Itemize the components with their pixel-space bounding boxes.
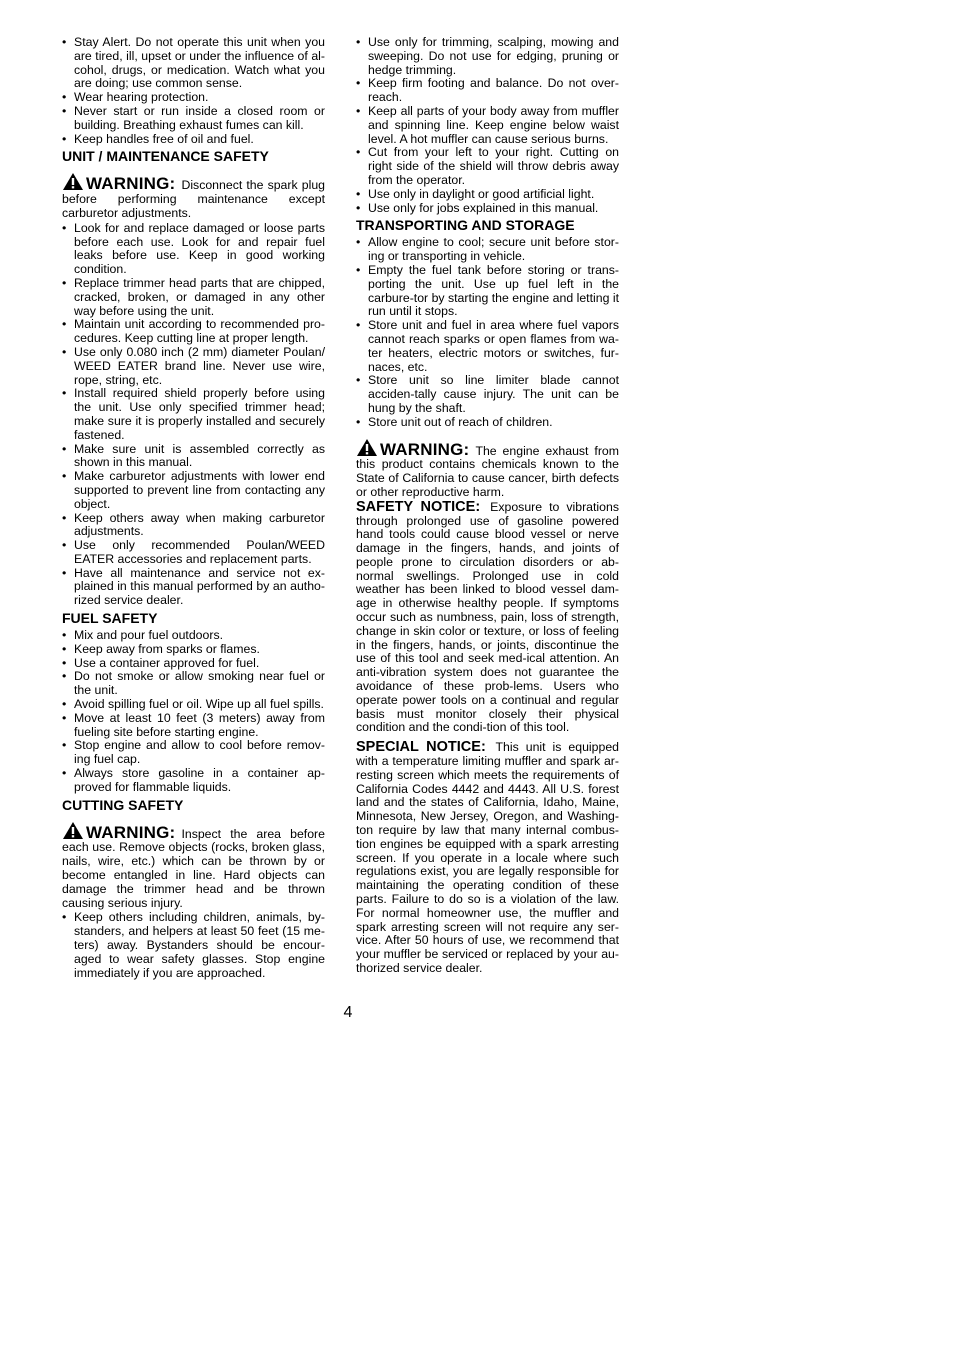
list-item: • Mix and pour fuel outdoors.: [62, 629, 325, 643]
maintenance-warning: [62, 172, 325, 220]
special-notice-label: SPECIAL NOTICE:: [356, 739, 486, 756]
transporting-bullet-list: [356, 236, 619, 429]
list-item: • Use only for jobs explained in this manual.: [356, 202, 619, 216]
list-item: • Use only recommended Poulan/WEED EATER accessories and replacement parts.: [62, 539, 325, 567]
warning-label: WARNING:: [380, 439, 470, 459]
list-item: • Store unit out of reach of children.: [356, 416, 619, 430]
list-item: • Use only 0.080 inch (2 mm) diameter Poulan/ WEED EATER brand line. Never use wire, rope, string, etc.: [62, 346, 325, 387]
safety-notice-label: SAFETY NOTICE:: [356, 498, 481, 515]
list-item: • Look for and replace damaged or loose parts before each use. Look for and repair fuel leaks before use. Keep in good working condition.: [62, 222, 325, 277]
warning-triangle-icon: [356, 438, 378, 457]
california-warning: [356, 438, 619, 500]
fuel-bullet-list: [62, 629, 325, 795]
maintenance-bullet-list: [62, 222, 325, 608]
list-item: • Keep handles free of oil and fuel.: [62, 133, 325, 147]
warning-triangle-icon: [62, 821, 84, 840]
list-item: • Make carburetor adjustments with lower end supported to prevent line from contacting any object.: [62, 470, 325, 511]
list-item: • Have all maintenance and service not ex-plained in this manual performed by an autho-rized service dealer.: [62, 567, 325, 608]
list-item: • Install required shield properly before using the unit. Use only specified trimmer head; make sure it is properly installed and securely fastened.: [62, 387, 325, 442]
list-item: • Use only in daylight or good artificial light.: [356, 188, 619, 202]
special-notice: [356, 741, 619, 976]
list-item: • Use a container approved for fuel.: [62, 657, 325, 671]
list-item: • Make sure unit is assembled correctly as shown in this manual.: [62, 443, 325, 471]
warning-text: Inspect the area before each use. Remove objects (rocks, broken glass, nails, wire, etc.) which can be thrown by or become entangled in line. Hard objects can damage the trimmer head and be thrown causing serious injury.: [62, 826, 325, 910]
warning-label: WARNING:: [86, 174, 176, 194]
list-item: • Keep others including children, animals, by-standers, and helpers at least 50 feet (15 me-ters) away. Bystanders should be encour-aged to wear safety glasses. Stop engine immediately if you are approached.: [62, 911, 325, 980]
left-column: [62, 36, 325, 980]
unit-maintenance-heading: UNIT / MAINTENANCE SAFETY: [62, 148, 269, 165]
intro-bullet-list: [62, 36, 325, 146]
cutting-warning: [62, 821, 325, 911]
warning-label: WARNING:: [86, 822, 176, 842]
list-item: • Keep others away when making carburetor adjustments.: [62, 512, 325, 540]
right-column: [356, 36, 619, 976]
warning-text: Disconnect the spark plug before performing maintenance except carburetor adjustments.: [62, 178, 325, 220]
list-item: • Store unit so line limiter blade cannot acciden-tally cause injury. The unit can be hung by the shaft.: [356, 374, 619, 415]
list-item: • Replace trimmer head parts that are chipped, cracked, broken, or damaged in any other way before using the unit.: [62, 277, 325, 318]
list-item: • Keep firm footing and balance. Do not over-reach.: [356, 77, 619, 105]
list-item: • Use only for trimming, scalping, mowing and sweeping. Do not use for edging, pruning or hedge trimming.: [356, 36, 619, 77]
list-item: • Always store gasoline in a container ap-proved for flammable liquids.: [62, 767, 325, 795]
list-item: • Allow engine to cool; secure unit before stor-ing or transporting in vehicle.: [356, 236, 619, 264]
list-item: • Stop engine and allow to cool before remov-ing fuel cap.: [62, 739, 325, 767]
list-item: • Avoid spilling fuel or oil. Wipe up all fuel spills.: [62, 698, 325, 712]
list-item: • Do not smoke or allow smoking near fuel or the unit.: [62, 670, 325, 698]
list-item: • Move at least 10 feet (3 meters) away from fueling site before starting engine.: [62, 712, 325, 740]
transporting-heading: TRANSPORTING AND STORAGE: [356, 217, 575, 234]
special-notice-text: This unit is equipped with a temperature limiting muffler and spark ar-resting screen which meets the requirements of California Codes 4442 and 4443. All U.S. forest land and the states of California, Idaho, Maine, Minnesota, New Jersey, Oregon, and Washing-ton require by law that many internal combus-tion engines be equipped with a spark arresting screen. If you operate in a locale where such regulations exist, you are legally responsible for maintaining the operating condition of these parts. Failure to do so is a violation of the law. For normal homeowner use, the muffler and spark arresting screen will not require any ser-vice. After 50 hours of use, we recommend that your muffler be serviced or replaced by your au-thorized service dealer.: [356, 740, 620, 975]
list-item: • Maintain unit according to recommended pro-cedures. Keep cutting line at proper length.: [62, 318, 325, 346]
safety-notice: [356, 498, 619, 736]
fuel-safety-heading: FUEL SAFETY: [62, 610, 158, 627]
list-item: • Store unit and fuel in area where fuel vapors cannot reach sparks or open flames from wa-ter heaters, electric motors or switches, fur-naces, etc.: [356, 319, 619, 374]
list-item: • Keep all parts of your body away from muffler and spinning line. Keep engine below waist level. A hot muffler can cause serious burns.: [356, 105, 619, 146]
list-item: • Stay Alert. Do not operate this unit when you are tired, ill, upset or under the influence of al-cohol, drugs, or medication. Watch what you are doing; use common sense.: [62, 36, 325, 91]
safety-notice-text: Exposure to vibrations through prolonged use of gasoline powered hand tools could cause blood vessel or nerve damage in the fingers, hands, and joints of people prone to circulation disorders or ab-normal swellings. Prolonged use in cold weather has been linked to blood vessel dam-age in otherwise healthy people. If symptoms occur such as numbness, pain, loss of strength, change in skin color or texture, or loss of feeling in the fingers, hands, or joints, discontinue the use of this tool and seek med-ical attention. An anti-vibration system does not guarantee the avoidance of these prob-lems. Users who operate power tools on a continual and regular basis must monitor closely their physical condition and the condi-tion of this tool.: [356, 499, 619, 735]
warning-text: The engine exhaust from this product contains chemicals known to the State of California to cause cancer, birth defects or other reproductive harm.: [356, 443, 619, 499]
page-number: 4: [343, 1004, 353, 1021]
warning-triangle-icon: [62, 172, 84, 191]
list-item: • Never start or run inside a closed room or building. Breathing exhaust fumes can kill.: [62, 105, 325, 133]
cutting-bullet-list: [62, 911, 325, 980]
list-item: • Cut from your left to your right. Cutting on right side of the shield will throw debris away from the operator.: [356, 146, 619, 187]
list-item: • Keep away from sparks or flames.: [62, 643, 325, 657]
cutting-safety-heading: CUTTING SAFETY: [62, 796, 184, 813]
list-item: • Empty the fuel tank before storing or trans-porting the unit. Use up fuel left in the carbure-tor by starting the engine and letting it run until it stops.: [356, 264, 619, 319]
list-item: • Wear hearing protection.: [62, 91, 325, 105]
usage-bullet-list: [356, 36, 619, 215]
